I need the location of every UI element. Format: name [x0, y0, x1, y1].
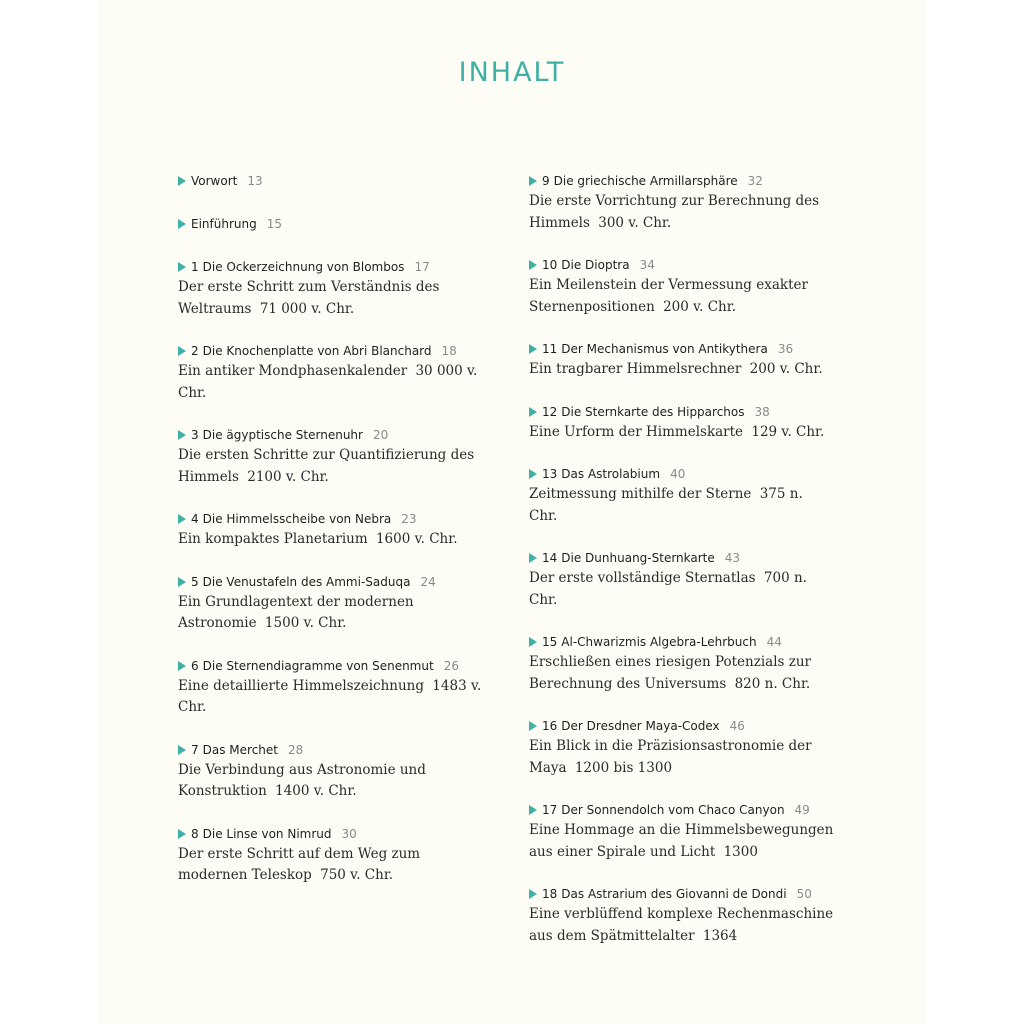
- chapter-number: 9: [542, 174, 550, 188]
- description-text: Ein kompaktes Planetarium: [178, 531, 368, 547]
- chapter-title: Die Dioptra: [561, 258, 630, 272]
- chapter-description: [529, 359, 834, 381]
- toc-entry-heading: [178, 257, 498, 277]
- toc-entry[interactable]: [529, 716, 849, 779]
- page-number: 17: [414, 260, 430, 274]
- toc-entry-heading: [178, 656, 498, 676]
- toc-entry[interactable]: [178, 572, 498, 635]
- chapter-description: [529, 652, 834, 695]
- chapter-title: Die ägyptische Sternenuhr: [202, 428, 363, 442]
- chapter-number: 17: [542, 803, 558, 817]
- toc-entry[interactable]: [529, 171, 849, 234]
- chapter-title: Die Venustafeln des Ammi-Saduqa: [202, 574, 411, 589]
- page-number: 23: [401, 512, 417, 526]
- triangle-bullet-icon: [529, 176, 537, 186]
- description-text: Der erste vollständige Sternatlas: [529, 570, 756, 586]
- chapter-date: 300 v. Chr.: [598, 214, 672, 231]
- page-number: 32: [747, 174, 763, 188]
- chapter-number: 4: [191, 512, 199, 526]
- toc-entry-heading: [529, 548, 849, 568]
- toc-entry[interactable]: [178, 341, 498, 404]
- triangle-bullet-icon: [529, 344, 537, 354]
- chapter-title: Das Astrarium des Giovanni de Dondi: [561, 887, 787, 901]
- toc-entry[interactable]: [178, 257, 498, 320]
- triangle-bullet-icon: [178, 577, 186, 587]
- chapter-description: [529, 275, 834, 318]
- toc-entry-heading: [178, 171, 498, 191]
- toc-entry-heading: [178, 824, 498, 844]
- chapter-title: Das Merchet: [202, 742, 278, 757]
- chapter-date: 30 000 v. Chr.: [178, 363, 478, 401]
- toc-entry[interactable]: [529, 884, 849, 947]
- page-number: 40: [670, 467, 686, 481]
- page-number: 43: [724, 551, 741, 565]
- description-text: Eine Hommage an die Himmelsbewegungen aus einer Spirale und Licht: [529, 822, 834, 860]
- chapter-description: [178, 592, 483, 635]
- chapter-description: [178, 529, 483, 551]
- description-text: Die ersten Schritte zur Quantifizierung des Himmels: [178, 447, 475, 485]
- toc-entry-heading: [529, 884, 849, 904]
- description-text: Eine detaillierte Himmelszeichnung: [178, 677, 424, 694]
- chapter-title: Vorwort: [191, 174, 238, 188]
- chapter-description: [178, 277, 483, 320]
- toc-entry-heading: [529, 800, 849, 820]
- chapter-description: [529, 568, 834, 611]
- chapter-description: [529, 191, 834, 234]
- toc-entry[interactable]: [178, 425, 498, 488]
- triangle-bullet-icon: [178, 829, 186, 839]
- chapter-number: 1: [191, 260, 199, 274]
- chapter-date: 1300: [723, 843, 758, 860]
- page-number: 50: [796, 887, 812, 901]
- chapter-title: Der Mechanismus von Antikythera: [561, 342, 768, 356]
- toc-entry[interactable]: [178, 214, 498, 234]
- toc-entry[interactable]: [529, 632, 849, 695]
- triangle-bullet-icon: [178, 219, 186, 229]
- chapter-number: 11: [542, 342, 558, 356]
- toc-entry-heading: [529, 171, 849, 191]
- toc-entry[interactable]: [178, 824, 498, 887]
- description-text: Der erste Schritt zum Verständnis des Weltraums: [178, 279, 440, 317]
- chapter-date: 200 v. Chr.: [749, 361, 823, 377]
- chapter-date: 700 n. Chr.: [529, 570, 807, 608]
- toc-entry-heading: [529, 632, 849, 652]
- chapter-date: 200 v. Chr.: [663, 298, 737, 315]
- page-number: 20: [372, 428, 389, 442]
- triangle-bullet-icon: [178, 176, 186, 186]
- toc-entry[interactable]: [529, 255, 849, 318]
- toc-entry-heading: [178, 214, 498, 234]
- description-text: Die erste Vorrichtung zur Berechnung des Himmels: [529, 193, 820, 231]
- chapter-number: 8: [191, 826, 199, 841]
- chapter-date: 1500 v. Chr.: [264, 615, 347, 631]
- toc-entry[interactable]: [529, 339, 849, 381]
- chapter-description: [529, 422, 834, 444]
- chapter-description: [178, 760, 483, 803]
- toc-entry[interactable]: [529, 548, 849, 611]
- chapter-description: [178, 361, 483, 404]
- chapter-title: Der Dresdner Maya-Codex: [561, 719, 720, 733]
- chapter-number: 18: [542, 887, 558, 901]
- chapter-description: [178, 676, 483, 719]
- triangle-bullet-icon: [178, 430, 186, 440]
- chapter-title: Die Linse von Nimrud: [202, 826, 332, 841]
- chapter-number: 15: [542, 635, 558, 649]
- chapter-date: 750 v. Chr.: [320, 867, 394, 883]
- toc-entry-heading: [178, 572, 498, 592]
- description-text: Ein tragbarer Himmelsrechner: [529, 361, 742, 377]
- description-text: Erschließen eines riesigen Potenzials zur Berechnung des Universums: [529, 654, 811, 692]
- chapter-number: 13: [542, 467, 558, 481]
- page-number: 18: [441, 344, 457, 358]
- chapter-number: 10: [542, 258, 558, 272]
- chapter-date: 1600 v. Chr.: [375, 531, 458, 547]
- triangle-bullet-icon: [529, 805, 537, 815]
- triangle-bullet-icon: [529, 553, 537, 563]
- chapter-title: Der Sonnendolch vom Chaco Canyon: [561, 803, 785, 817]
- chapter-title: Die Sternendiagramme von Senenmut: [202, 658, 434, 673]
- toc-entry-heading: [529, 339, 849, 359]
- chapter-description: [529, 820, 834, 863]
- page-title: INHALT: [458, 57, 566, 88]
- page-number: 13: [247, 174, 263, 188]
- chapter-title: Die griechische Armillarsphäre: [553, 174, 738, 188]
- toc-entry[interactable]: [178, 656, 498, 719]
- chapter-number: 6: [191, 658, 199, 673]
- description-text: Ein Grundlagentext der modernen Astronomie: [178, 593, 414, 631]
- toc-entry-heading: [178, 341, 498, 361]
- page-number: 44: [766, 635, 782, 649]
- toc-entry-heading: [178, 740, 498, 760]
- chapter-date: 1400 v. Chr.: [275, 783, 357, 799]
- chapter-number: 3: [191, 428, 199, 442]
- description-text: Die Verbindung aus Astronomie und Konstruktion: [178, 761, 426, 799]
- page-number: 24: [420, 574, 436, 589]
- triangle-bullet-icon: [178, 514, 186, 524]
- chapter-title: Die Ockerzeichnung von Blombos: [202, 260, 405, 274]
- toc-column-left: [178, 171, 498, 908]
- toc-entry[interactable]: [529, 464, 849, 527]
- chapter-number: 14: [542, 551, 558, 565]
- triangle-bullet-icon: [529, 637, 537, 647]
- triangle-bullet-icon: [529, 889, 537, 899]
- toc-entry[interactable]: [178, 740, 498, 803]
- chapter-title: Das Astrolabium: [561, 467, 661, 481]
- triangle-bullet-icon: [529, 407, 537, 417]
- chapter-date: 2100 v. Chr.: [247, 468, 329, 485]
- toc-entry[interactable]: [178, 171, 498, 191]
- chapter-description: [529, 904, 834, 947]
- toc-entry-heading: [178, 425, 498, 445]
- description-text: Eine Urform der Himmelskarte: [529, 423, 744, 440]
- page-number: 30: [341, 826, 357, 841]
- chapter-date: 71 000 v. Chr.: [259, 300, 355, 317]
- toc-column-right: [529, 171, 849, 968]
- chapter-description: [178, 445, 483, 488]
- page-number: 46: [729, 719, 745, 733]
- page-number: 28: [288, 742, 304, 757]
- triangle-bullet-icon: [529, 469, 537, 479]
- toc-entry[interactable]: [529, 800, 849, 863]
- chapter-date: 1200 bis 1300: [574, 759, 673, 776]
- chapter-description: [529, 736, 834, 779]
- triangle-bullet-icon: [529, 721, 537, 731]
- book-page: [98, 0, 926, 1024]
- toc-entry[interactable]: [178, 509, 498, 551]
- chapter-title: Die Knochenplatte von Abri Blanchard: [202, 344, 432, 358]
- triangle-bullet-icon: [178, 745, 186, 755]
- chapter-date: 1364: [702, 927, 738, 944]
- chapter-number: 2: [191, 344, 199, 358]
- triangle-bullet-icon: [178, 346, 186, 356]
- toc-entry-heading: [529, 716, 849, 736]
- description-text: Der erste Schritt auf dem Weg zum modernen Teleskop: [178, 845, 421, 883]
- page-number: 15: [266, 217, 282, 231]
- page-number: 38: [754, 404, 770, 419]
- description-text: Ein Blick in die Präzisionsastronomie der Maya: [529, 738, 812, 776]
- triangle-bullet-icon: [178, 661, 186, 671]
- chapter-description: [529, 484, 834, 527]
- chapter-date: 375 n. Chr.: [529, 486, 803, 524]
- triangle-bullet-icon: [178, 262, 186, 272]
- toc-entry[interactable]: [529, 402, 849, 444]
- toc-entry-heading: [178, 509, 498, 529]
- chapter-description: [178, 844, 483, 887]
- chapter-title: Al-Chwarizmis Algebra-Lehrbuch: [561, 635, 757, 649]
- page-number: 36: [777, 342, 794, 356]
- chapter-date: 820 n. Chr.: [734, 675, 811, 692]
- description-text: Ein antiker Mondphasenkalender: [178, 363, 408, 379]
- chapter-title: Die Dunhuang-Sternkarte: [561, 551, 715, 565]
- chapter-date: 1483 v. Chr.: [178, 677, 482, 715]
- toc-entry-heading: [529, 402, 849, 422]
- description-text: Zeitmessung mithilfe der Sterne: [529, 486, 752, 502]
- triangle-bullet-icon: [529, 260, 537, 270]
- chapter-title: Die Himmelsscheibe von Nebra: [202, 512, 392, 526]
- toc-entry-heading: [529, 464, 849, 484]
- page-number: 34: [639, 258, 655, 272]
- page-number: 49: [794, 803, 810, 817]
- chapter-number: 7: [191, 742, 199, 757]
- chapter-title: Die Sternkarte des Hipparchos: [561, 404, 745, 419]
- chapter-title: Einführung: [191, 217, 257, 231]
- page-number: 26: [443, 658, 459, 673]
- chapter-number: 5: [191, 574, 199, 589]
- description-text: Eine verblüffend komplexe Rechenmaschine aus dem Spätmittelalter: [529, 906, 834, 944]
- description-text: Ein Meilenstein der Vermessung exakter Sternenpositionen: [529, 277, 808, 315]
- toc-entry-heading: [529, 255, 849, 275]
- chapter-date: 129 v. Chr.: [751, 423, 825, 440]
- chapter-number: 16: [542, 719, 558, 733]
- chapter-number: 12: [542, 404, 558, 419]
